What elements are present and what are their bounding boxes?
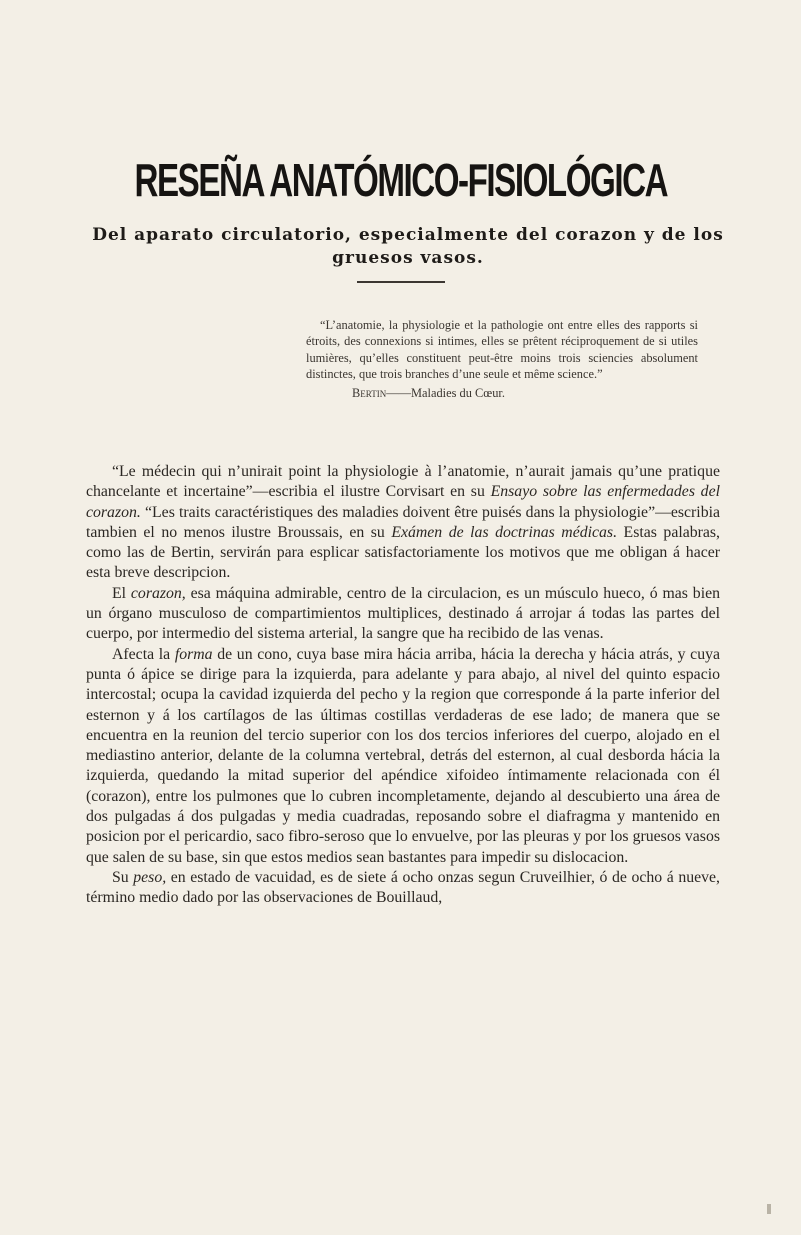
paragraph-2-text-c: esa máquina admirable, centro de la circulacion, es un músculo hueco, ó mas bien un órgano musculoso de compartimientos multiplices, destinado á arrojar á todas las partes del cuerpo, por intermedio del sistema arterial, la sangre que ha recibido de las venas. xyxy=(86,584,720,643)
main-title: RESEÑA ANATÓMICO-FISIOLÓGICA xyxy=(134,154,667,206)
epigraph-citation xyxy=(306,385,698,401)
epigraph-author: Bertin xyxy=(352,385,387,400)
paragraph-1-text-c: “Les traits caractéristiques des maladies doivent être puisés dans la physiologie”—escribia tambien el no menos ilustre Broussais, en su xyxy=(86,503,720,541)
paragraph-1 xyxy=(86,462,720,584)
paragraph-3-text-a: Afecta la xyxy=(112,645,175,663)
epigraph-dash: —— xyxy=(386,385,411,400)
paragraph-4-text-c: en estado de vacuidad, es de siete á ocho onzas segun Cruveilhier, ó de ocho á nueve, término medio dado por las observaciones de Bouillaud, xyxy=(86,868,720,907)
paragraph-2-term-corazon: corazon, xyxy=(130,584,186,602)
paragraph-1-text-a: “Le médecin qui n’unirait point la physiologie à l’anatomie, n’aurait jamais qu’une pratique chancelante et incertaine”—escribia el ilustre Corvisart en su xyxy=(86,463,720,501)
divider-rule xyxy=(357,281,445,283)
paragraph-2-text-a: El xyxy=(112,584,131,602)
paragraph-2 xyxy=(86,584,720,645)
margin-mark xyxy=(767,1204,771,1214)
title-block xyxy=(0,156,801,204)
paragraph-1-title-broussais: Exámen de las doctrinas médicas. xyxy=(391,523,618,541)
paragraph-4-text-a: Su xyxy=(112,868,134,886)
paragraph-4-term-peso: peso, xyxy=(133,868,167,886)
paragraph-3 xyxy=(86,645,720,868)
paragraph-3-text-c: de un cono, cuya base mira hácia arriba, hácia la derecha y hácia atrás, y cuya punta ó ápice se dirige para la izquierda, para adelante y para abajo, al nivel del quinto espacio intercostal; ocupa la cavidad izquierda del pecho y la region que corresponde á la parte inferior del esternon y á los cartílagos de las últimas costillas verdaderas de ese lado; de manera que se encuentra en la reunion del tercio superior con los dos tercios inferiores del cuerpo, alojado en el mediastino anterior, delante de la columna vertebral, detrás del esternon, al cual desborda hácia la izquierda, quedando la mitad superior del apéndice xifoideo íntimamente relacionada con él (corazon), entre los pulmones que lo cubren incompletamente, dejando al descubierto una área de dos pulgadas á dos pulgadas y media cuadradas, reposando sobre el diafragma y mantenido en posicion por el pericardio, saco fibro-seroso que lo envuelve, por las pleuras y por los gruesos vasos que salen de su base, sin que estos medios sean bastantes para impedir su dislocacion. xyxy=(86,645,721,866)
epigraph-quote: “L’anatomie, la physiologie et la pathologie ont entre elles des rapports si étroits, des connexions si intimes, elles se prêtent réciproquement de si utiles lumières, qu’elles constituent peut-être moins trois sciencies absolument distinctes, que trois branches d’une seule et même science.” xyxy=(306,318,698,382)
paragraph-1-text-e: Estas palabras, como las de Bertin, servirán para esplicar satisfactoriamente los motivos que me obligan á hacer esta breve descripcion. xyxy=(86,523,720,582)
epigraph-work: Maladies du Cœur. xyxy=(411,385,505,400)
paragraph-1-title-corvisart: Ensayo sobre las enfermedades del corazon. xyxy=(86,483,720,521)
subtitle: Del aparato circulatorio, especialmente del corazon y de los gruesos vasos. xyxy=(92,225,724,268)
paragraph-3-term-forma: forma xyxy=(174,645,213,663)
paragraph-4 xyxy=(86,868,720,909)
body-text xyxy=(86,462,720,909)
epigraph xyxy=(306,317,698,401)
